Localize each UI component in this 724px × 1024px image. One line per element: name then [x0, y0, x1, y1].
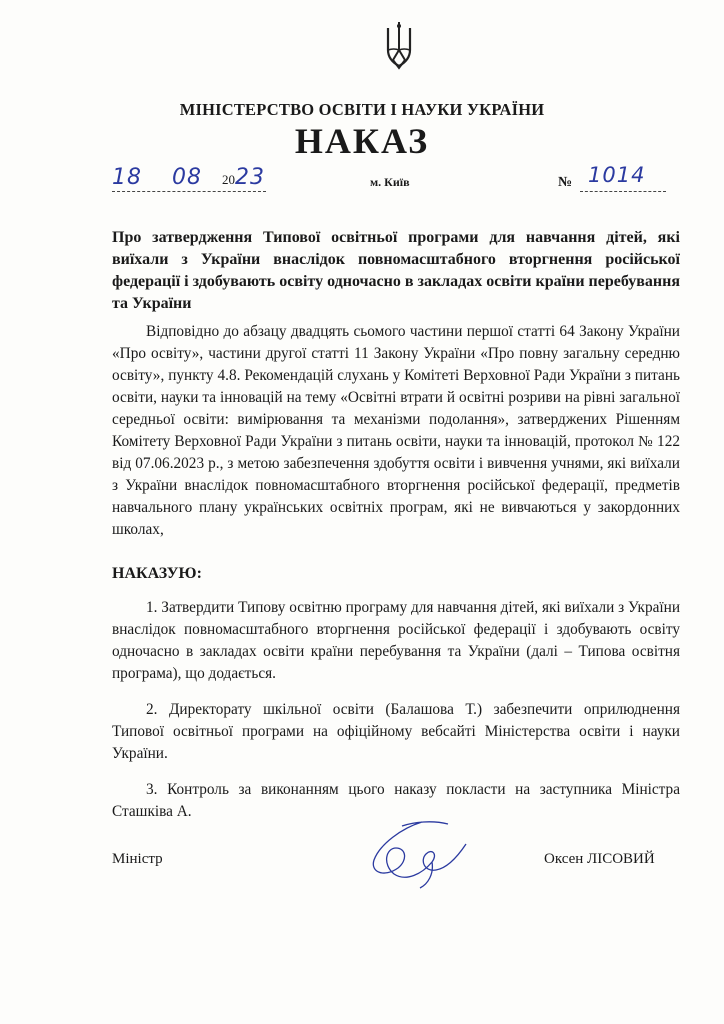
order-subject: Про затвердження Типової освітньої програми для навчання дітей, які виїхали з України внаслідок повномасштабного вторгнення російської федерації і здобувають освіту одночасно в закладах освіти країни перебування та України [112, 229, 680, 312]
date-day: 18 [112, 165, 142, 190]
date-underline [112, 191, 266, 192]
number-underline [580, 191, 666, 192]
order-item-2: 2. Директорату шкільної освіти (Балашова Т.) забезпечити оприлюднення Типової освітньої програми на офіційному вебсайті Міністерства освіти і науки України. [112, 701, 680, 762]
date-month: 08 [172, 165, 202, 190]
handwritten-date [112, 165, 265, 190]
date-year-suffix: 23 [235, 165, 265, 190]
preamble-paragraph: Відповідно до абзацу двадцять сьомого частини першої статті 64 Закону України «Про освіту», частини другої статті 11 Закону України «Про повну загальну середню освіту», пункту 4.8. Рекомендацій слухань у Комітеті Верховної Ради України з питань освіти, науки та інновацій на тему «Освітні втрати й освітні розриви на рівні загальної середньої освіти: вимірювання та механізми подолання», затверджених Рішенням Комітету Верховної Ради України з питань освіти, науки та інновацій, протокол № 122 від 07.06.2023 р., з метою забезпечення здобуття освіти і вивчення учнями, які виїхали з України внаслідок повномасштабного вторгнення російської федерації, предметів навчального плану українських освітніх програм, які не вивчаються у закордонних школах, [112, 323, 680, 538]
handwritten-number: 1014 [588, 163, 646, 187]
city-label: м. Київ [370, 175, 410, 189]
handwritten-signature [362, 818, 482, 890]
date-year-prefix: 20 [222, 172, 235, 187]
trident-emblem-icon [384, 20, 414, 72]
order-item-1: 1. Затвердити Типову освітню програму для навчання дітей, які виїхали з України внаслідок повномасштабного вторгнення російської федерації і здобувають освіту одночасно в закладах освіти країни перебування та України (далі – Типова освітня програма), що додається. [112, 599, 681, 682]
signatory-title: Міністр [112, 851, 163, 867]
order-item-3: 3. Контроль за виконанням цього наказу покласти на заступника Міністра Сташківа А. [112, 781, 680, 820]
signatory-name: Оксен ЛІСОВИЙ [544, 851, 655, 867]
order-word: НАКАЗУЮ: [112, 565, 202, 582]
order-date [112, 165, 272, 195]
document-type-title: НАКАЗ [294, 121, 430, 161]
ministry-name: МІНІСТЕРСТВО ОСВІТИ І НАУКИ УКРАЇНИ [179, 100, 545, 119]
number-label: № [558, 175, 573, 190]
